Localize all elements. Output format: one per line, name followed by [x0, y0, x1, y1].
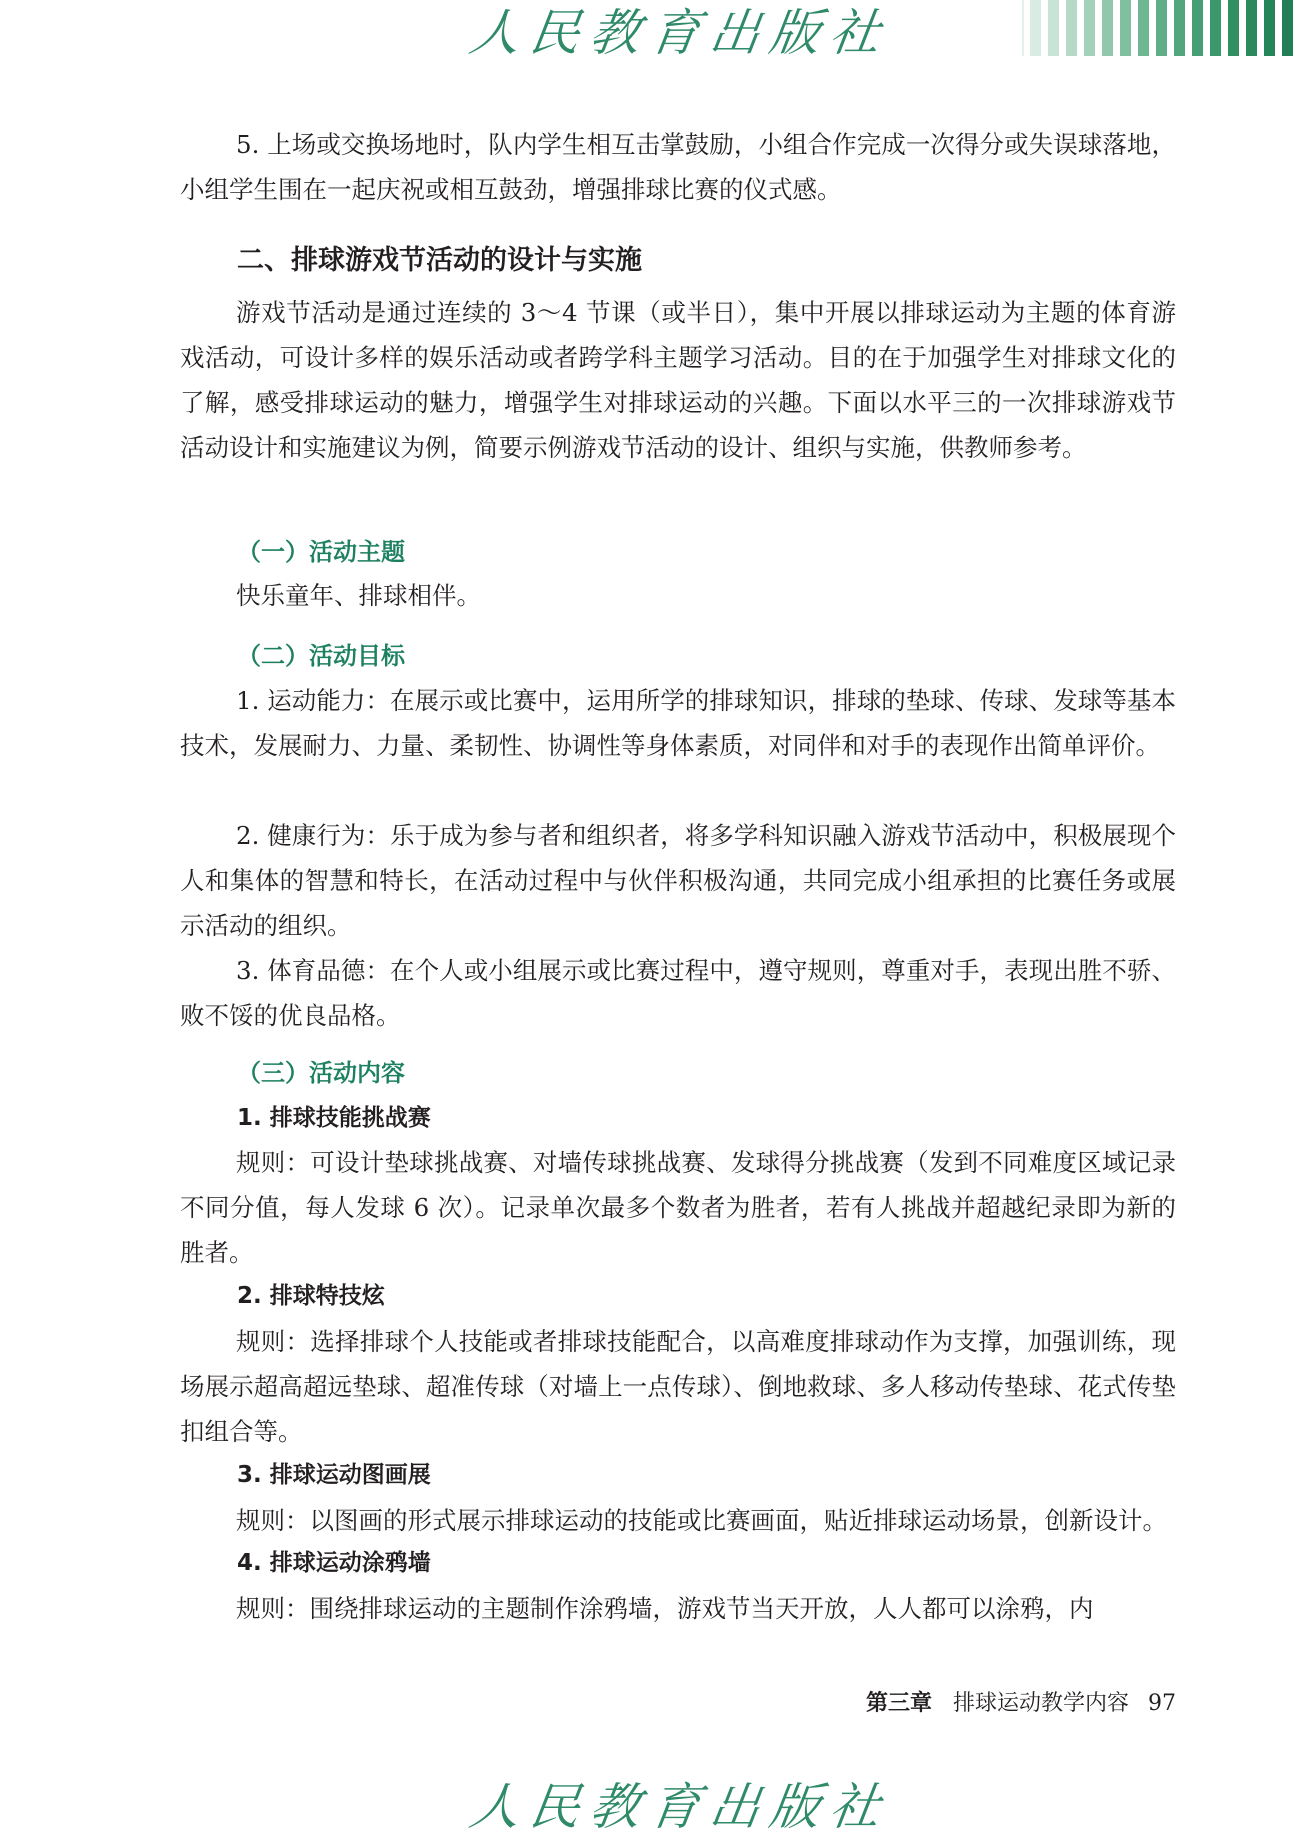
publisher-logo-top: 人民教育出版社 [465, 4, 895, 62]
header-stripes [1030, 0, 1303, 56]
header-stripe [1192, 0, 1203, 56]
activity-text-2: 规则：选择排球个人技能或者排球技能配合，以高难度排球动作为支撑，加强训练，现场展示超高超远垫球、超准传球（对墙上一点传球）、倒地救球、多人移动传垫球、花式传垫扣组合等。 [180, 1327, 1176, 1446]
header-stripe [1138, 0, 1149, 56]
header-stripe [1084, 0, 1095, 56]
header-stripe [1228, 0, 1239, 56]
header-stripe [1210, 0, 1221, 56]
header-stripe [1174, 0, 1185, 56]
header-stripe [1048, 0, 1059, 56]
page-number: 97 [1148, 1691, 1176, 1716]
footer-chapter-title: 排球运动教学内容 [952, 1691, 1129, 1716]
header-stripe [1066, 0, 1077, 56]
page-footer [866, 1686, 1176, 1717]
activity-title-4: 4. 排球运动涂鸦墙 [237, 1550, 431, 1576]
subsection-title-content: （三）活动内容 [237, 1059, 405, 1087]
header-stripe [1120, 0, 1131, 56]
header-stripe [1264, 0, 1275, 56]
theme-text: 快乐童年、排球相伴。 [236, 581, 481, 610]
header-stripe [1030, 0, 1041, 56]
section-title: 二、排球游戏节活动的设计与实施 [237, 245, 642, 276]
header-divider [1022, 0, 1024, 56]
section-intro: 游戏节活动是通过连续的 3～4 节课（或半日），集中开展以排球运动为主题的体育游戏活动，可设计多样的娱乐活动或者跨学科主题学习活动。目的在于加强学生对排球文化的了解，感受排球运动的魅力，增强学生对排球运动的兴趣。下面以水平三的一次排球游戏节活动设计和实施建议为例，简要示例游戏节活动的设计、组织与实施，供教师参考。 [180, 298, 1176, 462]
goal-item-2: 2. 健康行为：乐于成为参与者和组织者，将多学科知识融入游戏节活动中，积极展现个人和集体的智慧和特长，在活动过程中与伙伴积极沟通，共同完成小组承担的比赛任务或展示活动的组织。 [180, 821, 1176, 940]
header-stripe [1246, 0, 1257, 56]
header-stripe [1282, 0, 1293, 56]
activity-text-4: 规则：围绕排球运动的主题制作涂鸦墙，游戏节当天开放，人人都可以涂鸦，内 [236, 1594, 1094, 1623]
goal-item-3: 3. 体育品德：在个人或小组展示或比赛过程中，遵守规则，尊重对手，表现出胜不骄、败不馁的优良品格。 [180, 956, 1176, 1030]
activity-title-2: 2. 排球特技炫 [237, 1283, 385, 1309]
subsection-title-theme: （一）活动主题 [237, 538, 405, 566]
header-stripe [1156, 0, 1167, 56]
activity-text-1: 规则：可设计垫球挑战赛、对墙传球挑战赛、发球得分挑战赛（发到不同难度区域记录不同分值，每人发球 6 次）。记录单次最多个数者为胜者，若有人挑战并超越纪录即为新的胜者。 [180, 1148, 1176, 1267]
goal-item-1: 1. 运动能力：在展示或比赛中，运用所学的排球知识，排球的垫球、传球、发球等基本技术，发展耐力、力量、柔韧性、协调性等身体素质，对同伴和对手的表现作出简单评价。 [180, 686, 1176, 760]
activity-title-1: 1. 排球技能挑战赛 [237, 1105, 431, 1131]
publisher-logo-bottom: 人民教育出版社 [465, 1778, 895, 1836]
activity-title-3: 3. 排球运动图画展 [237, 1462, 431, 1488]
paragraph-continued: 5. 上场或交换场地时，队内学生相互击掌鼓励，小组合作完成一次得分或失误球落地，小组学生围在一起庆祝或相互鼓劲，增强排球比赛的仪式感。 [180, 130, 1176, 204]
activity-text-3: 规则：以图画的形式展示排球运动的技能或比赛画面，贴近排球运动场景，创新设计。 [236, 1506, 1167, 1535]
subsection-title-goals: （二）活动目标 [237, 642, 405, 670]
footer-chapter: 第三章 [865, 1691, 932, 1716]
header-stripe [1102, 0, 1113, 56]
